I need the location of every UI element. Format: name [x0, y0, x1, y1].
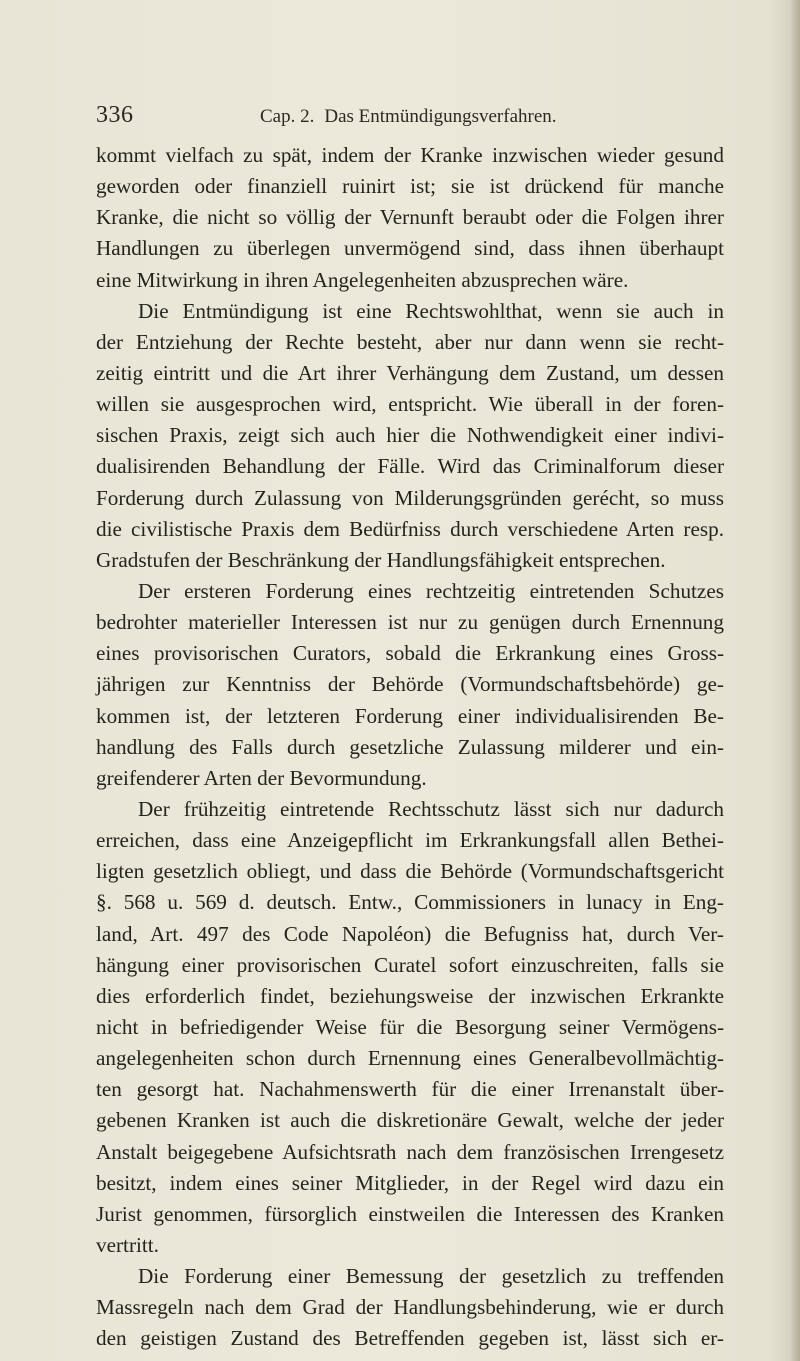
- text-line: Forderung durch Zulassung von Milderungsgründen gerécht, so muss: [96, 485, 724, 510]
- paragraph-start-line: Die Entmündigung ist eine Rechtswohlthat, wenn sie auch in: [138, 298, 724, 323]
- text-line: kommen ist, der letzteren Forderung einer individualisirenden Be-: [96, 703, 724, 728]
- text-line: Kranke, die nicht so völlig der Vernunft beraubt oder die Folgen ihrer: [96, 205, 724, 230]
- text-line: zeitig eintritt und die Art ihrer Verhängung dem Zustand, um dessen: [96, 360, 724, 385]
- text-line: kommt vielfach zu spät, indem der Kranke inzwischen wieder gesund: [96, 143, 724, 167]
- chapter-label: Cap. 2.: [260, 106, 315, 127]
- text-line: Handlungen zu überlegen unvermögend sind, dass ihnen überhaupt: [96, 236, 724, 261]
- text-line: ligten gesetzlich obliegt, und dass die Behörde (Vormundschaftsgericht: [96, 859, 724, 884]
- text-line: der Entziehung der Rechte besteht, aber nur dann wenn sie recht-: [96, 329, 724, 354]
- running-head: [96, 102, 716, 134]
- page-number: 336: [96, 102, 134, 128]
- text-line: geworden oder finanziell ruinirt ist; sie ist drückend für manche: [96, 174, 724, 199]
- text-line: sischen Praxis, zeigt sich auch hier die Nothwendigkeit einer indivi-: [96, 423, 724, 448]
- text-line: greifenderer Arten der Bevormundung.: [96, 765, 427, 790]
- text-line: besitzt, indem eines seiner Mitglieder, in der Regel wird dazu ein: [96, 1170, 724, 1195]
- text-line: ten gesorgt hat. Nachahmenswerth für die einer Irrenanstalt über-: [96, 1077, 724, 1102]
- chapter-heading: [260, 106, 557, 128]
- text-line: erreichen, dass eine Anzeigepflicht im Erkrankungsfall allen Bethei-: [96, 828, 724, 853]
- text-line: den geistigen Zustand des Betreffenden gegeben ist, lässt sich er-: [96, 1326, 724, 1351]
- body-text: [96, 140, 724, 1354]
- text-line: Anstalt beigegebene Aufsichtsrath nach dem französischen Irrengesetz: [96, 1139, 724, 1164]
- text-line: hängung einer provisorischen Curatel sofort einzuschreiten, falls sie: [96, 952, 724, 977]
- text-line: angelegenheiten schon durch Ernennung eines Generalbevollmächtig-: [96, 1046, 724, 1071]
- text-line: dualisirenden Behandlung der Fälle. Wird das Criminalforum dieser: [96, 454, 724, 479]
- text-line: jährigen zur Kenntniss der Behörde (Vormundschaftsbehörde) ge-: [96, 672, 724, 697]
- page-edge-shadow: [790, 0, 800, 1361]
- paragraph-start-line: Der ersteren Forderung eines rechtzeitig eintretenden Schutzes: [138, 578, 724, 603]
- text-line: bedrohter materieller Interessen ist nur zu genügen durch Ernennung: [96, 610, 724, 635]
- text-line: Jurist genommen, fürsorglich einstweilen die Interessen des Kranken: [96, 1201, 724, 1226]
- text-line: nicht in befriedigender Weise für die Besorgung seiner Vermögens-: [96, 1014, 724, 1039]
- text-line: handlung des Falls durch gesetzliche Zulassung milderer und ein-: [96, 734, 724, 759]
- text-line: Massregeln nach dem Grad der Handlungsbehinderung, wie er durch: [96, 1295, 724, 1320]
- text-line: vertritt.: [96, 1232, 159, 1257]
- paragraph-start-line: Die Forderung einer Bemessung der gesetzlich zu treffenden: [138, 1264, 724, 1289]
- text-line: die civilistische Praxis dem Bedürfniss durch verschiedene Arten resp.: [96, 516, 724, 541]
- text-line: §. 568 u. 569 d. deutsch. Entw., Commissioners in lunacy in Eng-: [96, 890, 724, 915]
- paragraph-start-line: Der frühzeitig eintretende Rechtsschutz lässt sich nur dadurch: [138, 796, 724, 821]
- text-line: willen sie ausgesprochen wird, entspricht. Wie überall in der foren-: [96, 392, 724, 417]
- text-line: gebenen Kranken ist auch die diskretionäre Gewalt, welche der jeder: [96, 1108, 724, 1133]
- text-line: land, Art. 497 des Code Napoléon) die Befugniss hat, durch Ver-: [96, 921, 724, 946]
- text-line: eine Mitwirkung in ihren Angelegenheiten abzusprechen wäre.: [96, 267, 629, 292]
- text-line: Gradstufen der Beschränkung der Handlungsfähigkeit entsprechen.: [96, 547, 666, 572]
- text-line: dies erforderlich findet, beziehungsweise der inzwischen Erkrankte: [96, 983, 724, 1008]
- text-line: eines provisorischen Curators, sobald die Erkrankung eines Gross-: [96, 641, 724, 666]
- chapter-title: Das Entmündigungsverfahren.: [324, 106, 557, 127]
